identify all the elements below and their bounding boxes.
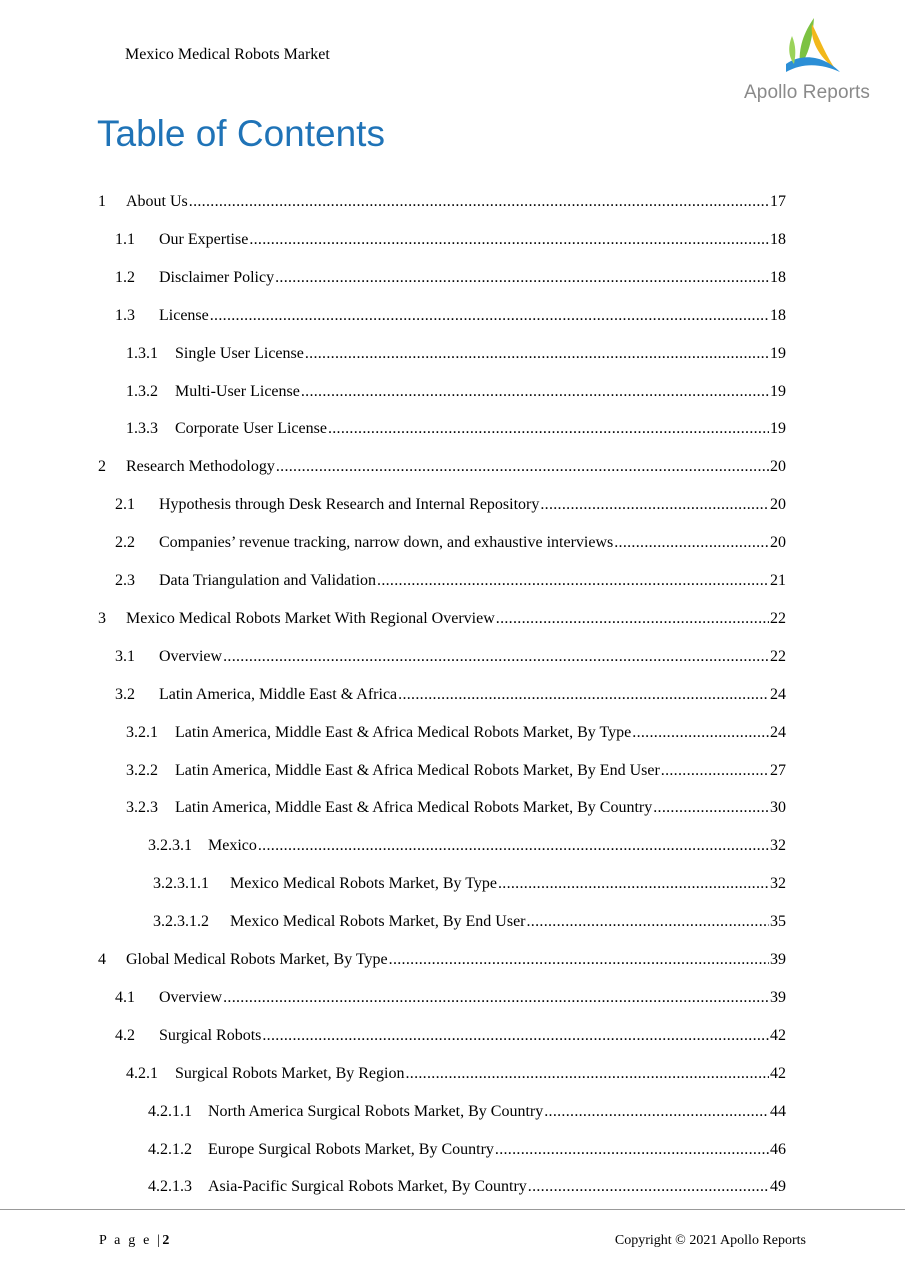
- toc-entry-label[interactable]: Research Methodology: [126, 458, 275, 476]
- dot-leader: [544, 1102, 769, 1122]
- page-header-title: Mexico Medical Robots Market: [125, 46, 330, 63]
- dot-leader: [301, 382, 769, 402]
- toc-entry-page[interactable]: 17: [770, 193, 786, 210]
- toc-entry-page[interactable]: 24: [770, 685, 786, 703]
- toc-entry-label[interactable]: Latin America, Middle East & Africa Medical Robots Market, By Type: [175, 723, 632, 741]
- toc-entry-number: 1.3.2: [126, 382, 158, 400]
- toc-entry-page[interactable]: 18: [770, 306, 786, 324]
- toc-entry-number: 3.2.3.1.1: [153, 875, 209, 893]
- footer-copyright: Copyright © 2021 Apollo Reports: [614, 1233, 806, 1248]
- toc-entry-label[interactable]: Companies’ revenue tracking, narrow down, and exhaustive interviews: [159, 534, 614, 552]
- toc-entry-page[interactable]: 20: [770, 496, 786, 514]
- toc-entry-page[interactable]: 22: [770, 609, 786, 627]
- toc-entry-label[interactable]: Surgical Robots: [159, 1026, 262, 1044]
- dot-leader: [398, 685, 769, 705]
- dot-leader: [614, 533, 769, 553]
- toc-entry-number: 3.2.3: [126, 799, 158, 817]
- toc-entry[interactable]: [115, 230, 786, 250]
- toc-entry-page[interactable]: 19: [770, 344, 786, 362]
- toc-entry-number: 2: [98, 458, 106, 476]
- toc-entry-number: 3: [98, 609, 106, 627]
- dot-leader: [496, 609, 769, 629]
- toc-entry[interactable]: [115, 647, 786, 667]
- footer-page-number: [99, 1233, 169, 1249]
- toc-entry-label[interactable]: Hypothesis through Desk Research and Internal Repository: [159, 496, 540, 514]
- toc-entry-number: 1.1: [115, 230, 135, 248]
- dot-leader: [661, 761, 769, 781]
- toc-entry-label[interactable]: Mexico Medical Robots Market, By Type: [230, 875, 497, 893]
- dot-leader: [189, 192, 769, 212]
- toc-entry-page[interactable]: 20: [770, 534, 786, 552]
- toc-entry-number: 4.2.1.3: [148, 1178, 192, 1196]
- toc-entry-label[interactable]: License: [159, 306, 209, 324]
- toc-entry-page[interactable]: 20: [770, 458, 786, 476]
- toc-entry-label[interactable]: Latin America, Middle East & Africa Medical Robots Market, By Country: [175, 799, 653, 817]
- toc-entry-number: 2.3: [115, 572, 135, 589]
- toc-entry[interactable]: [98, 950, 786, 970]
- toc-entry[interactable]: [126, 382, 786, 402]
- toc-entry-page[interactable]: 39: [770, 988, 786, 1006]
- dot-leader: [210, 306, 769, 326]
- toc-entry-page[interactable]: 30: [770, 799, 786, 817]
- dot-leader: [275, 268, 769, 288]
- toc-entry-page[interactable]: 18: [770, 230, 786, 248]
- toc-entry-number: 3.2: [115, 685, 135, 703]
- dot-leader: [495, 1140, 769, 1160]
- toc-entry-number: 1.3: [115, 306, 135, 324]
- dot-leader: [498, 874, 769, 894]
- dot-leader: [262, 1026, 769, 1046]
- toc-entry-label[interactable]: About Us: [126, 193, 188, 210]
- toc-entry-label[interactable]: Mexico Medical Robots Market, By End User: [230, 913, 526, 931]
- toc-entry-page[interactable]: 35: [770, 913, 786, 931]
- toc-entry[interactable]: [98, 192, 786, 212]
- toc-entry-label[interactable]: Mexico: [208, 837, 257, 855]
- toc-entry-label[interactable]: Single User License: [175, 344, 304, 362]
- toc-entry-page[interactable]: 22: [770, 647, 786, 665]
- toc-entry-label[interactable]: Global Medical Robots Market, By Type: [126, 951, 388, 968]
- toc-entry-label[interactable]: Corporate User License: [175, 420, 327, 438]
- dot-leader: [276, 457, 769, 477]
- toc-entry[interactable]: [115, 268, 786, 288]
- toc-entry[interactable]: [148, 836, 786, 856]
- toc-entry-number: 3.2.3.1.2: [153, 913, 209, 931]
- toc-entry-label[interactable]: Europe Surgical Robots Market, By Country: [208, 1140, 494, 1158]
- page-number: 2: [162, 1233, 170, 1248]
- dot-leader: [540, 495, 769, 515]
- toc-entry[interactable]: [148, 1102, 786, 1122]
- toc-entry-label[interactable]: Surgical Robots Market, By Region: [175, 1064, 405, 1082]
- toc-entry-label[interactable]: Latin America, Middle East & Africa Medical Robots Market, By End User: [175, 761, 660, 779]
- toc-entry-number: 2.2: [115, 534, 135, 552]
- toc-entry-label[interactable]: Asia-Pacific Surgical Robots Market, By Country: [208, 1178, 527, 1196]
- dot-leader: [653, 798, 769, 818]
- toc-entry-label[interactable]: North America Surgical Robots Market, By Country: [208, 1102, 544, 1120]
- dot-leader: [258, 836, 769, 856]
- toc-entry-page[interactable]: 19: [770, 382, 786, 400]
- toc-entry-number: 4.2.1.1: [148, 1102, 192, 1120]
- toc-entry-number: 4.2: [115, 1026, 135, 1044]
- toc-entry[interactable]: [126, 723, 786, 743]
- toc-entry-label[interactable]: Our Expertise: [159, 230, 249, 248]
- toc-entry-page[interactable]: 39: [770, 951, 786, 968]
- toc-entry[interactable]: [98, 457, 786, 477]
- toc-entry-page[interactable]: 42: [770, 1064, 786, 1082]
- toc-entry-label[interactable]: Data Triangulation and Validation: [159, 572, 377, 589]
- footer-divider: [0, 1209, 905, 1210]
- toc-entry[interactable]: [115, 306, 786, 326]
- toc-entry-number: 1.3.3: [126, 420, 158, 438]
- page-title: Table of Contents: [97, 113, 385, 154]
- toc-entry-label[interactable]: Mexico Medical Robots Market With Regional Overview: [126, 609, 495, 627]
- toc-entry[interactable]: [148, 1177, 786, 1197]
- toc-entry-page[interactable]: 44: [770, 1102, 786, 1120]
- toc-entry-page[interactable]: 32: [770, 837, 786, 855]
- dot-leader: [632, 723, 769, 743]
- dot-leader: [377, 571, 769, 591]
- toc-entry[interactable]: [126, 344, 786, 364]
- page-label: P a g e |: [99, 1233, 163, 1248]
- toc-entry[interactable]: [115, 988, 786, 1008]
- toc-entry[interactable]: [148, 1140, 786, 1160]
- toc-entry-page[interactable]: 18: [770, 268, 786, 286]
- dot-leader: [249, 230, 769, 250]
- toc-entry-number: 3.1: [115, 647, 135, 665]
- toc-entry-label[interactable]: Latin America, Middle East & Africa: [159, 685, 398, 703]
- toc-entry-page[interactable]: 32: [770, 875, 786, 893]
- dot-leader: [305, 344, 769, 364]
- toc-entry-number: 4.2.1: [126, 1064, 158, 1082]
- toc-entry-page[interactable]: 46: [770, 1140, 786, 1158]
- toc-entry[interactable]: [98, 609, 786, 629]
- toc-entry-number: 1.2: [115, 268, 135, 286]
- dot-leader: [223, 988, 769, 1008]
- toc-entry-number: 4: [98, 951, 106, 968]
- toc-entry[interactable]: [126, 419, 786, 439]
- dot-leader: [389, 950, 769, 970]
- toc-entry-label[interactable]: Multi-User License: [175, 382, 300, 400]
- dot-leader: [527, 912, 770, 932]
- toc-entry-page[interactable]: 24: [770, 723, 786, 741]
- toc-entry-page[interactable]: 21: [770, 572, 786, 589]
- toc-entry-number: 3.2.3.1: [148, 837, 192, 855]
- toc-entry[interactable]: [115, 495, 786, 515]
- toc-entry-number: 3.2.1: [126, 723, 158, 741]
- toc-entry[interactable]: [115, 685, 786, 705]
- toc-entry[interactable]: [115, 1026, 786, 1046]
- toc-entry-number: 1.3.1: [126, 344, 158, 362]
- toc-entry-page[interactable]: 27: [770, 761, 786, 779]
- dot-leader: [405, 1064, 769, 1084]
- toc-entry[interactable]: [115, 533, 786, 553]
- toc-entry[interactable]: [126, 1064, 786, 1084]
- toc-entry-number: 4.2.1.2: [148, 1140, 192, 1158]
- toc-entry-page[interactable]: 42: [770, 1026, 786, 1044]
- toc-entry[interactable]: [126, 761, 786, 781]
- dot-leader: [223, 647, 769, 667]
- toc-entry-page[interactable]: 49: [770, 1178, 786, 1196]
- toc-entry-page[interactable]: 19: [770, 420, 786, 438]
- toc-entry-number: 4.1: [115, 988, 135, 1006]
- toc-entry-label[interactable]: Overview: [159, 647, 223, 665]
- toc-entry-number: 1: [98, 193, 106, 210]
- toc-entry-label[interactable]: Disclaimer Policy: [159, 268, 275, 286]
- toc-entry-number: 2.1: [115, 496, 135, 514]
- logo-text: Apollo Reports: [744, 82, 871, 103]
- toc-entry-label[interactable]: Overview: [159, 988, 223, 1006]
- toc-entry[interactable]: [153, 912, 786, 932]
- toc-entry[interactable]: [153, 874, 786, 894]
- toc-entry[interactable]: [126, 798, 786, 818]
- dot-leader: [328, 419, 769, 439]
- toc-entry-number: 3.2.2: [126, 761, 158, 779]
- toc-entry[interactable]: [115, 571, 786, 591]
- dot-leader: [528, 1177, 769, 1197]
